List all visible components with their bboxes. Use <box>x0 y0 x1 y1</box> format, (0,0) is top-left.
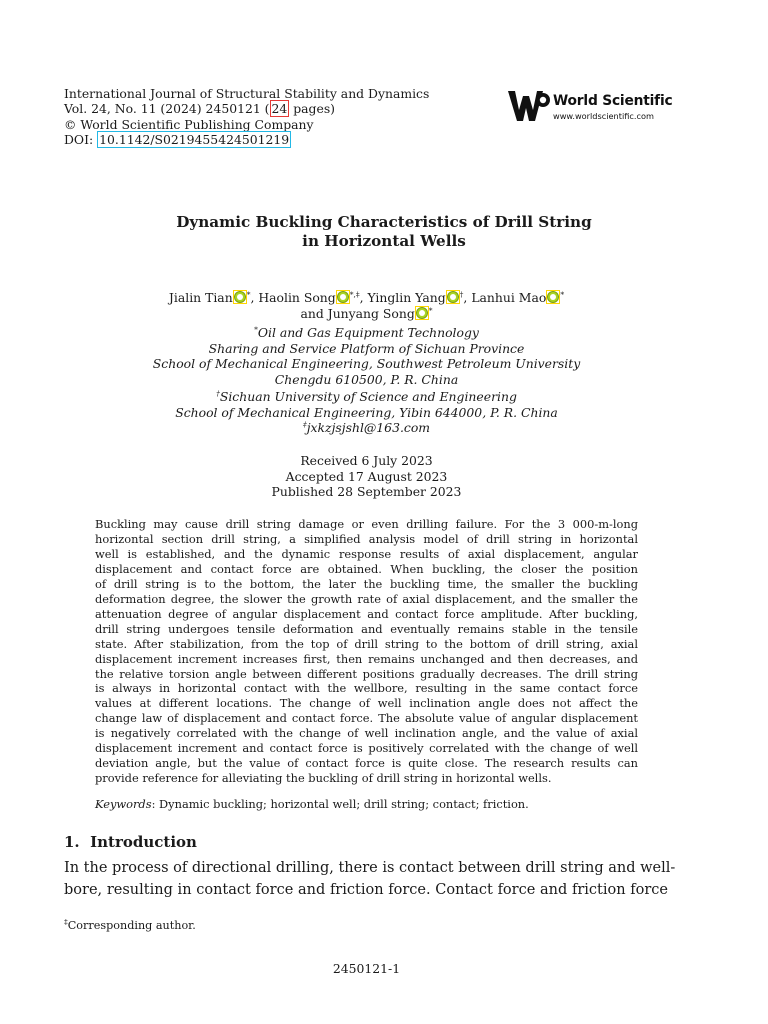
affiliation-mark: † <box>216 388 220 398</box>
footnote <box>64 919 196 932</box>
author-mark: † <box>459 289 464 299</box>
abstract-line: Buckling may cause drill string damage or even drilling failure. For the 3 000-m-long <box>95 517 638 531</box>
publisher-brand: World Scientific <box>553 93 673 109</box>
orcid-icon[interactable] <box>234 291 246 303</box>
abstract-line: the relative torsion angle between different positions gradually decreases. The drill string <box>95 666 638 681</box>
author-mark: *,‡ <box>349 289 360 299</box>
abstract-line: horizontal section drill string, a simplified analysis model of drill string in horizontal <box>95 531 638 546</box>
volume-suffix: pages) <box>289 101 336 117</box>
author-name: Jialin Tian <box>168 290 233 305</box>
orcid-icon[interactable] <box>547 291 559 303</box>
section-heading <box>64 833 197 851</box>
affiliation-mark: * <box>254 324 258 334</box>
abstract-line: deformation degree, the slower the growth rate of axial displacement, and the smaller the <box>95 591 638 606</box>
author-line-1: Jialin Tian *, Haolin Song *,‡, Yinglin Yang †, Lanhui Mao * <box>168 289 565 305</box>
author-mark: * <box>246 289 251 299</box>
author-mark: * <box>428 305 433 315</box>
abstract-line: change law of displacement and contact force. The absolute value of angular displacement <box>95 711 638 726</box>
accepted-date: Accepted 17 August 2023 <box>285 468 448 484</box>
affiliation-b: †Sichuan University of Science and Engineering School of Mechanical Engineering, Yibin 644000, P. R. China ‡jxkzjsjshl@163.com <box>0 389 733 436</box>
abstract-line: of drill string is to the bottom, the later the buckling time, the smaller the buckling <box>95 576 638 591</box>
world-scientific-logo-icon <box>507 88 551 124</box>
journal-name: International Journal of Structural Stability and Dynamics <box>64 86 430 101</box>
keywords <box>95 797 529 811</box>
footnote-mark: ‡ <box>64 917 68 927</box>
body-line: bore, resulting in contact force and friction force. Contact force and friction force <box>64 882 668 898</box>
journal-header <box>64 86 429 148</box>
body-line: In the process of directional drilling, there is contact between drill string and well- <box>64 860 676 876</box>
abstract-line: is negatively correlated with the change of well inclination angle, and the value of axial <box>95 726 638 741</box>
author-mark: * <box>560 289 565 299</box>
publisher-logo <box>507 88 707 124</box>
author-name: Lanhui Mao <box>471 290 547 305</box>
paper-title <box>0 213 768 251</box>
footnote-text: Corresponding author. <box>67 919 196 932</box>
abstract-line: displacement and contact force are obtained. When buckling, the closer the position <box>95 561 638 576</box>
orcid-icon[interactable] <box>416 307 428 319</box>
abstract-line: well is established, and the dynamic response results of axial displacement, angular <box>95 546 638 561</box>
author-name: Yinglin Yang <box>367 290 446 305</box>
received-date: Received 6 July 2023 <box>300 453 433 468</box>
publisher-url: www.worldscientific.com <box>553 111 654 121</box>
author-email[interactable]: ‡jxkzjsjshl@163.com <box>302 419 431 435</box>
body-text <box>64 857 676 901</box>
abstract-line: values at different locations. The change of well inclination angle does not affect the <box>95 696 638 711</box>
orcid-icon[interactable] <box>447 291 459 303</box>
abstract-line: is always in horizontal contact with the wellbore, resulting in the same contact force <box>95 681 638 696</box>
orcid-icon[interactable] <box>337 291 349 303</box>
author-line-2: and Junyang Song * <box>300 305 433 321</box>
doi-link[interactable]: 10.1142/S0219455424501219 <box>99 132 290 148</box>
doi-label: DOI: <box>64 132 98 148</box>
abstract-line: displacement increment and contact force is positively correlated with the change of well <box>95 741 638 756</box>
keywords-label: Keywords <box>95 797 152 811</box>
page-number: 2450121-1 <box>332 961 401 976</box>
abstract-line: provide reference for alleviating the buckling of drill string in horizontal wells. <box>95 771 552 786</box>
author-name: Haolin Song <box>258 290 336 305</box>
abstract-line: displacement increment increases first, then remains unchanged and then decreases, and <box>95 651 638 666</box>
doi-line <box>64 132 429 147</box>
abstract-line: attenuation degree of angular displacement and contact force amplitude. After buckling, <box>95 606 638 621</box>
section-title: Introduction <box>90 833 197 851</box>
abstract-line: state. After stabilization, from the top of drill string to the bottom of drill string, axial <box>95 636 638 651</box>
page-count-link[interactable]: 24 <box>271 101 288 117</box>
abstract <box>95 517 638 786</box>
copyright-line: © World Scientific Publishing Company <box>64 116 314 132</box>
publication-dates <box>0 453 733 500</box>
title-line-1: Dynamic Buckling Characteristics of Drill String <box>176 213 592 231</box>
author-name: Junyang Song <box>327 305 415 321</box>
volume-prefix: Vol. 24, No. 11 (2024) 2450121 ( <box>64 101 270 117</box>
abstract-line: drill string undergoes tensile deformation and eventually remains stable in the tensile <box>95 621 638 636</box>
abstract-line: deviation angle, but the value of contact force is quite close. The research results can <box>95 756 638 771</box>
affiliation-a: *Oil and Gas Equipment Technology Sharing and Service Platform of Sichuan Province School of Mechanical Engineering, Southwest Petroleum University Chengdu 610500, P. R. China <box>152 324 581 387</box>
published-date: Published 28 September 2023 <box>271 484 462 499</box>
author-list <box>0 290 733 321</box>
title-line-2: in Horizontal Wells <box>302 232 466 250</box>
section-number: 1. <box>64 833 80 851</box>
volume-info <box>64 101 429 116</box>
keywords-text: : Dynamic buckling; horizontal well; drill string; contact; friction. <box>151 797 529 811</box>
